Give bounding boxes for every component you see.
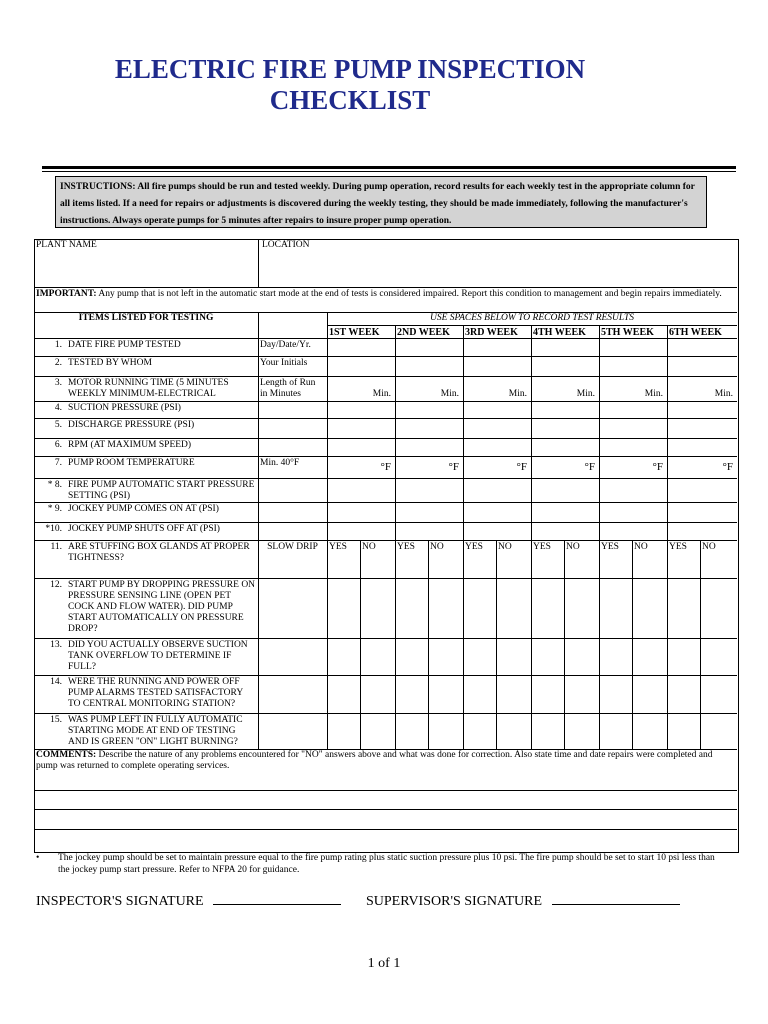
result-cell-r4-w4[interactable] — [531, 401, 599, 418]
result-cell-r15-w4[interactable] — [531, 713, 599, 749]
result-cell-r6-w1[interactable] — [327, 438, 395, 456]
result-cell-r8-w3[interactable] — [463, 478, 531, 502]
no-label-w6[interactable]: NO — [702, 542, 716, 552]
result-cell-r1-w6[interactable] — [667, 338, 737, 356]
title-divider-thick — [42, 166, 736, 169]
result-cell-r13-w6[interactable] — [667, 638, 737, 675]
result-cell-r1-w5[interactable] — [599, 338, 667, 356]
item-text: ARE STUFFING BOX GLANDS AT PROPER TIGHTNESS? — [68, 542, 250, 563]
item-unit-11: SLOW DRIP — [267, 542, 318, 552]
item-unit-13 — [260, 640, 325, 675]
result-cell-r12-w3[interactable] — [463, 578, 531, 638]
comments-line-1 — [34, 790, 737, 791]
result-cell-r9-w3[interactable] — [463, 502, 531, 522]
result-cell-r10-w6[interactable] — [667, 522, 737, 540]
temp-cell-w6[interactable]: °F — [722, 462, 733, 473]
item-unit-14 — [260, 677, 325, 713]
item-text: START PUMP BY DROPPING PRESSURE ON PRESSURE SENSING LINE (OPEN PET COCK AND FLOW WATER). DID PUMP START AUTOMATICALLY ON PRESSURE DROP? — [68, 580, 256, 634]
result-cell-r9-w2[interactable] — [395, 502, 463, 522]
item-number: *10. — [45, 524, 62, 534]
temp-cell-w4[interactable]: °F — [584, 462, 595, 473]
comments-text: Describe the nature of any problems encountered for "NO" answers above and what was done for correction. Also state time and date repairs were completed and pump was returned to complete operating services. — [36, 750, 713, 771]
item-row-7 — [34, 458, 256, 478]
result-cell-r15-w2[interactable] — [395, 713, 463, 749]
result-cell-r6-w4[interactable] — [531, 438, 599, 456]
result-cell-r9-w5[interactable] — [599, 502, 667, 522]
result-cell-r1-w1[interactable] — [327, 338, 395, 356]
result-cell-r13-w3[interactable] — [463, 638, 531, 675]
item-row-1 — [34, 340, 256, 356]
result-cell-r4-w3[interactable] — [463, 401, 531, 418]
result-cell-r5-w4[interactable] — [531, 418, 599, 438]
item-unit-4 — [260, 403, 325, 418]
no-label-w2[interactable]: NO — [430, 542, 444, 552]
items-header: ITEMS LISTED FOR TESTING — [78, 313, 214, 323]
result-cell-r2-w5[interactable] — [599, 356, 667, 376]
supervisor-signature-line[interactable] — [552, 892, 680, 905]
row-line-2 — [34, 376, 737, 377]
result-cell-r9-w1[interactable] — [327, 502, 395, 522]
item-number: 6. — [54, 440, 62, 450]
result-cell-r14-w4[interactable] — [531, 675, 599, 713]
item-row-10 — [34, 524, 256, 540]
result-cell-r13-w1[interactable] — [327, 638, 395, 675]
result-cell-r4-w2[interactable] — [395, 401, 463, 418]
supervisor-signature-field[interactable] — [366, 892, 680, 910]
run-time-cell-w1[interactable]: Min. — [372, 389, 391, 399]
page-number: 1 of 1 — [367, 956, 401, 971]
instructions-box — [55, 176, 707, 228]
item-text: TESTED BY WHOM — [68, 358, 152, 368]
result-cell-r4-w1[interactable] — [327, 401, 395, 418]
result-cell-r1-w4[interactable] — [531, 338, 599, 356]
result-cell-r9-w6[interactable] — [667, 502, 737, 522]
item-text: FIRE PUMP AUTOMATIC START PRESSURE SETTING (PSI) — [68, 480, 255, 501]
yes-label-w3[interactable]: YES — [465, 542, 483, 552]
result-cell-r14-w5[interactable] — [599, 675, 667, 713]
result-cell-r5-w2[interactable] — [395, 418, 463, 438]
item-text: PUMP ROOM TEMPERATURE — [68, 458, 195, 468]
results-header: USE SPACES BELOW TO RECORD TEST RESULTS — [429, 313, 635, 323]
yes-label-w5[interactable]: YES — [601, 542, 619, 552]
important-note — [36, 289, 734, 313]
week-header-3: 3RD WEEK — [465, 327, 518, 338]
important-label: IMPORTANT: — [36, 289, 97, 299]
item-number: 2. — [54, 358, 62, 368]
no-label-w5[interactable]: NO — [634, 542, 648, 552]
item-number: 4. — [54, 403, 62, 413]
item-number: * 9. — [47, 504, 62, 514]
item-unit-3: Length of Run in Minutes — [260, 378, 316, 399]
item-number: 7. — [54, 458, 62, 468]
week-header-4: 4TH WEEK — [533, 327, 586, 338]
item-row-2 — [34, 358, 256, 376]
item-text: MOTOR RUNNING TIME (5 MINUTES WEEKLY MINIMUM-ELECTRICAL — [68, 378, 229, 399]
item-row-11 — [34, 542, 256, 578]
comments-label: COMMENTS: — [36, 750, 97, 760]
yes-label-w4[interactable]: YES — [533, 542, 551, 552]
item-row-13 — [34, 640, 256, 675]
item-row-14 — [34, 677, 256, 713]
item-text: JOCKEY PUMP SHUTS OFF AT (PSI) — [68, 524, 220, 534]
temp-cell-w2[interactable]: °F — [448, 462, 459, 473]
result-cell-r1-w3[interactable] — [463, 338, 531, 356]
location-label: LOCATION — [262, 240, 310, 250]
item-row-5 — [34, 420, 256, 438]
result-cell-r8-w6[interactable] — [667, 478, 737, 502]
item-unit-5 — [260, 420, 325, 438]
header-separator — [34, 287, 737, 288]
item-text: RPM (AT MAXIMUM SPEED) — [68, 440, 192, 450]
item-text: DATE FIRE PUMP TESTED — [68, 340, 181, 350]
result-cell-r14-w6[interactable] — [667, 675, 737, 713]
result-cell-r6-w6[interactable] — [667, 438, 737, 456]
result-cell-r8-w4[interactable] — [531, 478, 599, 502]
result-cell-r14-w2[interactable] — [395, 675, 463, 713]
item-unit-8 — [260, 480, 325, 502]
result-cell-r5-w3[interactable] — [463, 418, 531, 438]
result-cell-r10-w3[interactable] — [463, 522, 531, 540]
yes-label-w6[interactable]: YES — [669, 542, 687, 552]
result-cell-r2-w3[interactable] — [463, 356, 531, 376]
inspector-signature-line[interactable] — [213, 892, 341, 905]
item-row-12 — [34, 580, 256, 638]
result-cell-r12-w5[interactable] — [599, 578, 667, 638]
item-text: SUCTION PRESSURE (PSI) — [68, 403, 181, 413]
result-cell-r6-w5[interactable] — [599, 438, 667, 456]
plant-name-label: PLANT NAME — [36, 240, 97, 250]
result-cell-r10-w1[interactable] — [327, 522, 395, 540]
result-cell-r8-w2[interactable] — [395, 478, 463, 502]
run-time-cell-w5[interactable]: Min. — [644, 389, 663, 399]
item-col-divider — [258, 312, 259, 749]
temp-cell-w1[interactable]: °F — [380, 462, 391, 473]
inspector-signature-field[interactable] — [36, 892, 341, 910]
supervisor-signature-label: SUPERVISOR'S SIGNATURE — [366, 894, 543, 909]
item-text: DISCHARGE PRESSURE (PSI) — [68, 420, 195, 430]
item-text: WERE THE RUNNING AND POWER OFF PUMP ALARMS TESTED SATISFACTORY TO CENTRAL MONITORING STATION? — [68, 677, 243, 709]
yes-label-w1[interactable]: YES — [329, 542, 347, 552]
item-number: 15. — [50, 715, 62, 725]
result-cell-r2-w1[interactable] — [327, 356, 395, 376]
result-cell-r12-w6[interactable] — [667, 578, 737, 638]
item-unit-6 — [260, 440, 325, 456]
result-cell-r5-w1[interactable] — [327, 418, 395, 438]
result-cell-r2-w2[interactable] — [395, 356, 463, 376]
week-header-top — [327, 325, 737, 326]
result-cell-r2-w4[interactable] — [531, 356, 599, 376]
yes-label-w2[interactable]: YES — [397, 542, 415, 552]
title-divider-thin — [42, 171, 736, 172]
item-number: 13. — [50, 640, 62, 650]
item-row-6 — [34, 440, 256, 456]
result-cell-r15-w1[interactable] — [327, 713, 395, 749]
item-unit-10 — [260, 524, 325, 540]
week-header-2: 2ND WEEK — [397, 327, 450, 338]
week-header-6: 6TH WEEK — [669, 327, 722, 338]
result-cell-r13-w5[interactable] — [599, 638, 667, 675]
item-number: 11. — [50, 542, 62, 552]
result-cell-r15-w6[interactable] — [667, 713, 737, 749]
footnote-text: The jockey pump should be set to maintain pressure equal to the fire pump rating plus static suction pressure plus 10 psi. The fire pump should be set to start 10 psi less than the jockey pump start pressure. Refer to NFPA 20 for guidance. — [58, 853, 715, 875]
no-label-w1[interactable]: NO — [362, 542, 376, 552]
result-cell-r13-w2[interactable] — [395, 638, 463, 675]
result-cell-r5-w5[interactable] — [599, 418, 667, 438]
item-text: WAS PUMP LEFT IN FULLY AUTOMATIC STARTING MODE AT END OF TESTING AND IS GREEN "ON" LIGHT BURNING? — [68, 715, 243, 747]
item-unit-7: Min. 40°F — [260, 458, 300, 468]
row-line-6 — [34, 456, 737, 457]
item-unit-12 — [260, 580, 325, 638]
temp-cell-w3[interactable]: °F — [516, 462, 527, 473]
run-time-cell-w2[interactable]: Min. — [440, 389, 459, 399]
item-number: 3. — [54, 378, 62, 388]
item-number: 14. — [50, 677, 62, 687]
week-header-1: 1ST WEEK — [329, 327, 380, 338]
important-text: Any pump that is not left in the automatic start mode at the end of tests is considered impaired. Report this condition to management and begin repairs immediately. — [96, 289, 722, 299]
item-row-15 — [34, 715, 256, 749]
result-cell-r5-w6[interactable] — [667, 418, 737, 438]
result-cell-r10-w4[interactable] — [531, 522, 599, 540]
result-cell-r10-w5[interactable] — [599, 522, 667, 540]
form-title-line2: CHECKLIST — [269, 85, 431, 115]
result-cell-r12-w2[interactable] — [395, 578, 463, 638]
run-time-cell-w6[interactable]: Min. — [714, 389, 733, 399]
plant-location-divider — [258, 240, 259, 287]
footnote-bullet: • — [36, 853, 40, 863]
item-number: * 8. — [47, 480, 62, 490]
run-time-cell-w3[interactable]: Min. — [508, 389, 527, 399]
week-header-5: 5TH WEEK — [601, 327, 654, 338]
result-cell-r1-w2[interactable] — [395, 338, 463, 356]
item-row-4 — [34, 403, 256, 418]
result-cell-r13-w4[interactable] — [531, 638, 599, 675]
result-cell-r6-w3[interactable] — [463, 438, 531, 456]
item-text: JOCKEY PUMP COMES ON AT (PSI) — [68, 504, 219, 514]
result-cell-r6-w2[interactable] — [395, 438, 463, 456]
result-cell-r14-w1[interactable] — [327, 675, 395, 713]
item-row-9 — [34, 504, 256, 522]
result-cell-r4-w6[interactable] — [667, 401, 737, 418]
no-label-w4[interactable]: NO — [566, 542, 580, 552]
item-unit-2: Your Initials — [260, 358, 308, 368]
item-row-3 — [34, 378, 256, 401]
item-number: 12. — [50, 580, 62, 590]
inspector-signature-label: INSPECTOR'S SIGNATURE — [36, 894, 204, 909]
item-number: 1. — [54, 340, 62, 350]
temp-cell-w5[interactable]: °F — [652, 462, 663, 473]
result-cell-r10-w2[interactable] — [395, 522, 463, 540]
form-title-line1: ELECTRIC FIRE PUMP INSPECTION — [114, 54, 586, 84]
result-cell-r12-w1[interactable] — [327, 578, 395, 638]
item-number: 5. — [54, 420, 62, 430]
comments-line-3 — [34, 829, 737, 830]
no-label-w3[interactable]: NO — [498, 542, 512, 552]
instructions-text: INSTRUCTIONS: All fire pumps should be run and tested weekly. During pump operation, record results for each weekly test in the appropriate column for all items listed. If a need for repairs or adjustments is discovered during the weekly testing, they should be made immediately, following the manufacturer's instructions. Always operate pumps for 5 minutes after repairs to insure proper pump operation. — [60, 182, 695, 226]
result-cell-r14-w3[interactable] — [463, 675, 531, 713]
run-time-cell-w4[interactable]: Min. — [576, 389, 595, 399]
result-cell-r8-w1[interactable] — [327, 478, 395, 502]
result-cell-r2-w6[interactable] — [667, 356, 737, 376]
item-unit-9 — [260, 504, 325, 522]
result-cell-r15-w5[interactable] — [599, 713, 667, 749]
comments-note — [36, 750, 734, 780]
result-cell-r4-w5[interactable] — [599, 401, 667, 418]
result-cell-r9-w4[interactable] — [531, 502, 599, 522]
item-row-8 — [34, 480, 256, 502]
item-unit-1: Day/Date/Yr. — [260, 340, 311, 350]
result-cell-r8-w5[interactable] — [599, 478, 667, 502]
result-cell-r12-w4[interactable] — [531, 578, 599, 638]
item-text: DID YOU ACTUALLY OBSERVE SUCTION TANK OVERFLOW TO DETERMINE IF FULL? — [68, 640, 248, 672]
item-unit-15 — [260, 715, 325, 749]
comments-line-2 — [34, 809, 737, 810]
result-cell-r15-w3[interactable] — [463, 713, 531, 749]
